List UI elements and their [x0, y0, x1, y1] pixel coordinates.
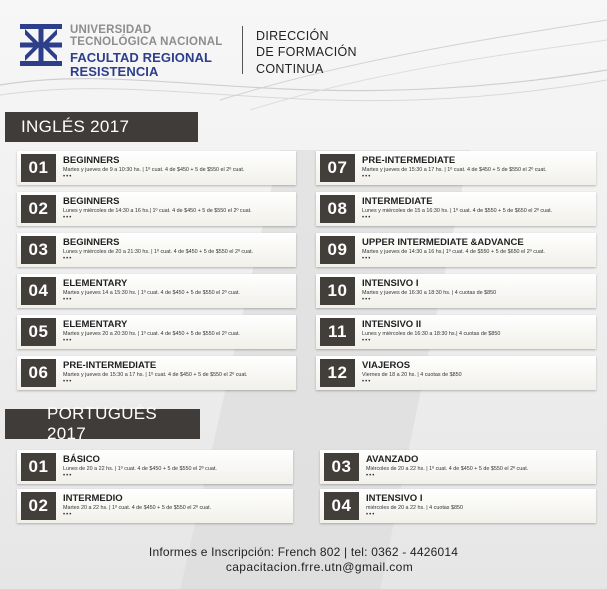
course-schedule: Lunes de 20 a 22 hs. | 1º cuat. 4 de $450 + 5 de $550 el 2º cuat. [63, 466, 217, 472]
course-schedule: Martes y jueves de 15:30 a 17 hs. | 1º cuat. 4 de $450 + 5 de $550 el 2º cuat. [63, 372, 248, 378]
course-card [17, 356, 296, 390]
course-dots: ••• [63, 338, 73, 344]
course-name: ELEMENTARY [63, 319, 128, 330]
course-name: BEGINNERS [63, 155, 120, 166]
course-number: 07 [320, 154, 355, 182]
course-name: PRE-INTERMEDIATE [63, 360, 157, 371]
department-line2: DE FORMACIÓN [256, 45, 357, 60]
course-name: INTENSIVO II [362, 319, 422, 330]
course-dots: ••• [63, 473, 73, 479]
university-name-line2: TECNOLÓGICA NACIONAL [70, 36, 223, 49]
course-number: 05 [21, 318, 56, 346]
course-dots: ••• [362, 338, 372, 344]
contact-info: Informes e Inscripción: French 802 | tel: 0362 - 4426014 [148, 545, 459, 559]
course-card [316, 315, 596, 349]
course-number: 08 [320, 195, 355, 223]
course-dots: ••• [362, 174, 372, 180]
course-schedule: miércoles de 20 a 22 hs. | 4 cuotas $850 [366, 505, 463, 511]
course-number: 09 [320, 236, 355, 264]
course-card [17, 151, 296, 185]
course-number: 04 [21, 277, 56, 305]
course-card [17, 274, 296, 308]
university-name [70, 24, 222, 78]
course-card [316, 192, 596, 226]
course-card [316, 274, 596, 308]
course-name: BÁSICO [63, 454, 100, 465]
course-number: 03 [21, 236, 56, 264]
department-line1: DIRECCIÓN [256, 29, 329, 43]
course-name: INTERMEDIO [63, 493, 123, 504]
course-schedule: Miércoles de 20 a 22 hs. | 1º cuat. 4 de $450 + 5 de $550 el 2º cuat. [366, 466, 529, 472]
course-name: UPPER INTERMEDIATE &ADVANCE [362, 237, 524, 248]
section-heading-ingles: INGLÉS 2017 [5, 112, 198, 142]
course-card [17, 192, 296, 226]
course-dots: ••• [63, 512, 73, 518]
course-dots: ••• [362, 215, 372, 221]
faculty-name-line1: FACULTAD REGIONAL [70, 50, 213, 66]
course-dots: ••• [63, 215, 73, 221]
course-name: INTERMEDIATE [362, 196, 433, 207]
course-schedule: Martes y jueves 20 a 20:30 hs. | 1º cuat. 4 de $450 + 5 de $550 el 2º cuat. [63, 331, 240, 337]
course-number: 02 [21, 195, 56, 223]
course-name: BEGINNERS [63, 196, 120, 207]
department-name [256, 28, 357, 77]
course-card [320, 450, 596, 484]
course-dots: ••• [63, 256, 73, 262]
course-dots: ••• [362, 379, 372, 385]
course-name: ELEMENTARY [63, 278, 128, 289]
course-number: 10 [320, 277, 355, 305]
course-card [17, 489, 293, 523]
course-schedule: Viernes de 18 a 20 hs. | 4 cuotas de $850 [362, 372, 462, 378]
course-card [17, 315, 296, 349]
course-schedule: Martes y jueves de 16:30 a 18:30 hs. | 4 cuotas de $850 [362, 290, 497, 296]
utn-logo-icon [20, 24, 62, 66]
faculty-name-line2: RESISTENCIA [70, 63, 159, 79]
course-schedule: Lunes y miércoles de 16:30 a 18:30 hs.| 4 cuotas de $850 [362, 331, 501, 337]
course-schedule: Martes y jueves 14 a 15:30 hs. | 1º cuat. 4 de $450 + 5 de $550 el 2º cuat. [63, 290, 240, 296]
course-number: 03 [324, 453, 359, 481]
course-schedule: Martes y jueves de 14:30 a 16 hs.| 1º cuat. 4 de $550 + 5 de $650 el 2º cuat. [362, 249, 545, 255]
course-card [320, 489, 596, 523]
university-name-line1: UNIVERSIDAD [70, 24, 152, 36]
course-number: 01 [21, 453, 56, 481]
course-name: INTENSIVO I [362, 278, 419, 289]
course-name: PRE-INTERMEDIATE [362, 155, 456, 166]
course-dots: ••• [362, 256, 372, 262]
course-dots: ••• [362, 297, 372, 303]
course-card [316, 233, 596, 267]
course-number: 06 [21, 359, 56, 387]
course-number: 01 [21, 154, 56, 182]
course-name: INTENSIVO I [366, 493, 423, 504]
course-card [316, 356, 596, 390]
course-schedule: Lunes y miércoles de 15 a 16:30 hs. | 1º cuat. 4 de $550 + 5 de $650 el 2º cuat. [362, 208, 553, 214]
department-line3: CONTINUA [256, 61, 324, 76]
course-name: BEGINNERS [63, 237, 120, 248]
course-dots: ••• [63, 297, 73, 303]
course-number: 04 [324, 492, 359, 520]
course-schedule: Lunes y miércoles de 20 a 21:30 hs. | 1º cuat. 4 de $450 + 5 de $550 el 2º cuat. [63, 249, 254, 255]
course-number: 11 [320, 318, 355, 346]
course-card [17, 450, 293, 484]
course-dots: ••• [366, 473, 376, 479]
course-dots: ••• [63, 379, 73, 385]
course-schedule: Martes y jueves de 15:30 a 17 hs. | 1º cuat. 4 de $450 + 5 de $550 el 2º cuat. [362, 167, 547, 173]
course-number: 02 [21, 492, 56, 520]
course-schedule: Martes 20 a 22 hs. | 1º cuat. 4 de $450 + 5 de $550 el 2º cuat. [63, 505, 212, 511]
course-dots: ••• [366, 512, 376, 518]
course-schedule: Lunes y miércoles de 14:30 a 16 hs.| 1º cuat. 4 de $450 + 5 de $550 el 2º cuat. [63, 208, 252, 214]
course-name: VIAJEROS [362, 360, 411, 371]
course-number: 12 [320, 359, 355, 387]
course-name: AVANZADO [366, 454, 419, 465]
course-card [316, 151, 596, 185]
course-dots: ••• [63, 174, 73, 180]
university-logo-block [20, 24, 222, 78]
header-divider [242, 26, 243, 74]
course-schedule: Martes y jueves de 9 a 10:30 hs. | 1º cuat. 4 de $450 + 5 de $550 el 2º cuat. [63, 167, 245, 173]
contact-email: capacitacion.frre.utn@gmail.com [225, 560, 414, 574]
course-card [17, 233, 296, 267]
section-heading-portugues: PORTUGUÉS 2017 [5, 409, 200, 439]
